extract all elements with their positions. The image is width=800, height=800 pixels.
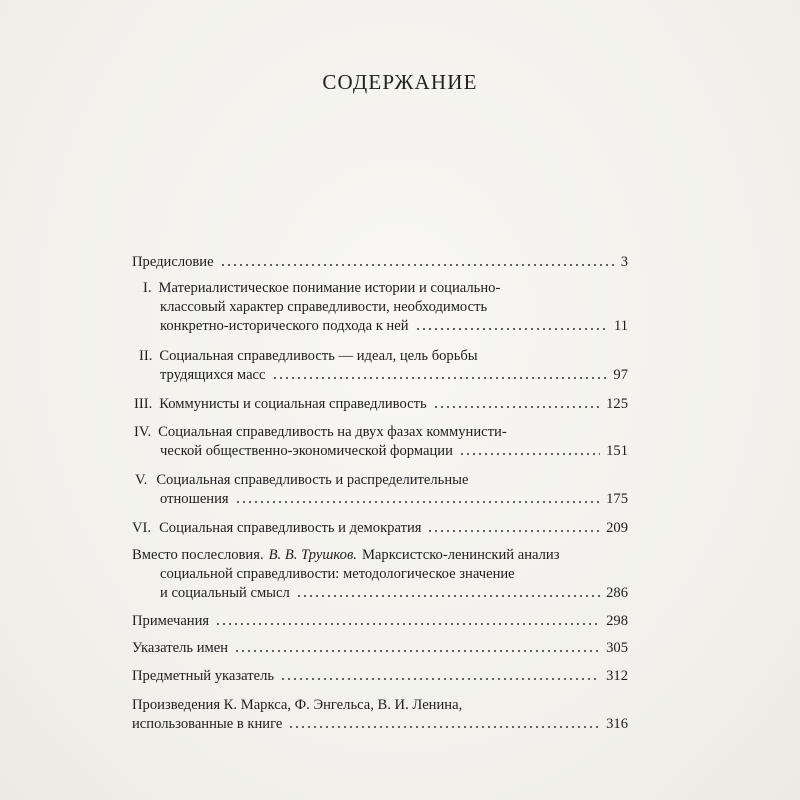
- toc-page-number: 97: [613, 367, 628, 383]
- leader-dots: [235, 500, 600, 504]
- toc-page-number: 316: [606, 716, 628, 732]
- toc-entry-chapter-4[interactable]: [132, 423, 628, 461]
- toc-page-number: 175: [606, 491, 628, 507]
- toc-entry-title: Коммунисты и социальная справедливость: [159, 396, 427, 412]
- leader-dots: [220, 263, 615, 267]
- toc-entry-notes[interactable]: [132, 612, 628, 631]
- toc-entry-chapter-6[interactable]: [132, 519, 628, 538]
- leader-dots: [215, 622, 600, 626]
- toc-entry-title: Социальная справедливость и распределительные: [156, 472, 469, 488]
- leader-dots: [427, 529, 600, 533]
- chapter-number: IV.: [134, 424, 152, 440]
- toc-page-number: 11: [613, 318, 628, 334]
- leader-dots: [433, 405, 600, 409]
- toc-entry-title-line: классовый характер справедливости, необходимость: [160, 299, 488, 315]
- leader-dots: [280, 677, 600, 681]
- toc-entry-title: Социальная справедливость и демократия: [159, 520, 422, 536]
- toc-entry-chapter-5[interactable]: [132, 471, 628, 509]
- toc-entry-chapter-3[interactable]: [132, 395, 628, 414]
- toc-entry-title: Социальная справедливость на двух фазах коммунисти-: [158, 424, 507, 440]
- toc-entry-title: Примечания: [132, 613, 210, 629]
- leader-dots: [459, 452, 600, 456]
- toc-entry-title-line: Марксистско-ленинский анализ: [361, 547, 560, 563]
- toc-entry-title-line: трудящихся масс: [160, 367, 266, 383]
- toc-entry-afterword[interactable]: [132, 546, 628, 603]
- toc-page-number: 3: [620, 254, 628, 270]
- chapter-number: VI.: [132, 520, 152, 536]
- toc-entry-title-line: конкретно-исторического подхода к ней: [160, 318, 409, 334]
- toc-page-number: 298: [606, 613, 628, 629]
- toc-page-number: 305: [606, 640, 628, 656]
- chapter-number: V.: [135, 472, 148, 488]
- toc-entry-name-index[interactable]: [132, 639, 628, 658]
- toc-entry-title: Указатель имен: [132, 640, 229, 656]
- toc-page-number: 125: [606, 396, 628, 412]
- toc-page-number: 151: [606, 443, 628, 459]
- toc-entry-title: Произведения К. Маркса, Ф. Энгельса, В. И. Ленина,: [132, 697, 463, 713]
- leader-dots: [288, 725, 600, 729]
- toc-page-number: 286: [606, 585, 628, 601]
- toc-entry-title: Предисловие: [132, 254, 214, 270]
- toc-entry-title-line: ческой общественно-экономической формации: [160, 443, 453, 459]
- toc-entry-preface[interactable]: [132, 253, 628, 272]
- leader-dots: [272, 376, 608, 380]
- toc-entry-title-line: отношения: [160, 491, 229, 507]
- toc-page-number: 312: [606, 668, 628, 684]
- toc-entry-title: Материалистическое понимание истории и социально-: [158, 280, 501, 296]
- toc-page-number: 209: [606, 520, 628, 536]
- leader-dots: [296, 594, 600, 598]
- toc-entry-title: Вместо послесловия.: [132, 547, 264, 563]
- leader-dots: [415, 327, 608, 331]
- toc-entry-works[interactable]: [132, 696, 628, 734]
- author-name: В. В. Трушков.: [268, 547, 357, 563]
- toc-entry-title: Предметный указатель: [132, 668, 275, 684]
- toc-entry-title-line: использованные в книге: [132, 716, 283, 732]
- page-title: СОДЕРЖАНИЕ: [322, 70, 478, 94]
- chapter-number: II.: [139, 348, 153, 364]
- toc-entry-title-line: и социальный смысл: [160, 585, 290, 601]
- leader-dots: [234, 649, 600, 653]
- chapter-number: I.: [143, 280, 152, 296]
- chapter-number: III.: [134, 396, 153, 412]
- toc-entry-chapter-1[interactable]: [132, 279, 628, 336]
- toc-entry-title: Социальная справедливость — идеал, цель борьбы: [159, 348, 478, 364]
- toc-entry-title-line: социальной справедливости: методологическое значение: [160, 566, 515, 582]
- toc-entry-subject-index[interactable]: [132, 667, 628, 686]
- toc-entry-chapter-2[interactable]: [132, 347, 628, 385]
